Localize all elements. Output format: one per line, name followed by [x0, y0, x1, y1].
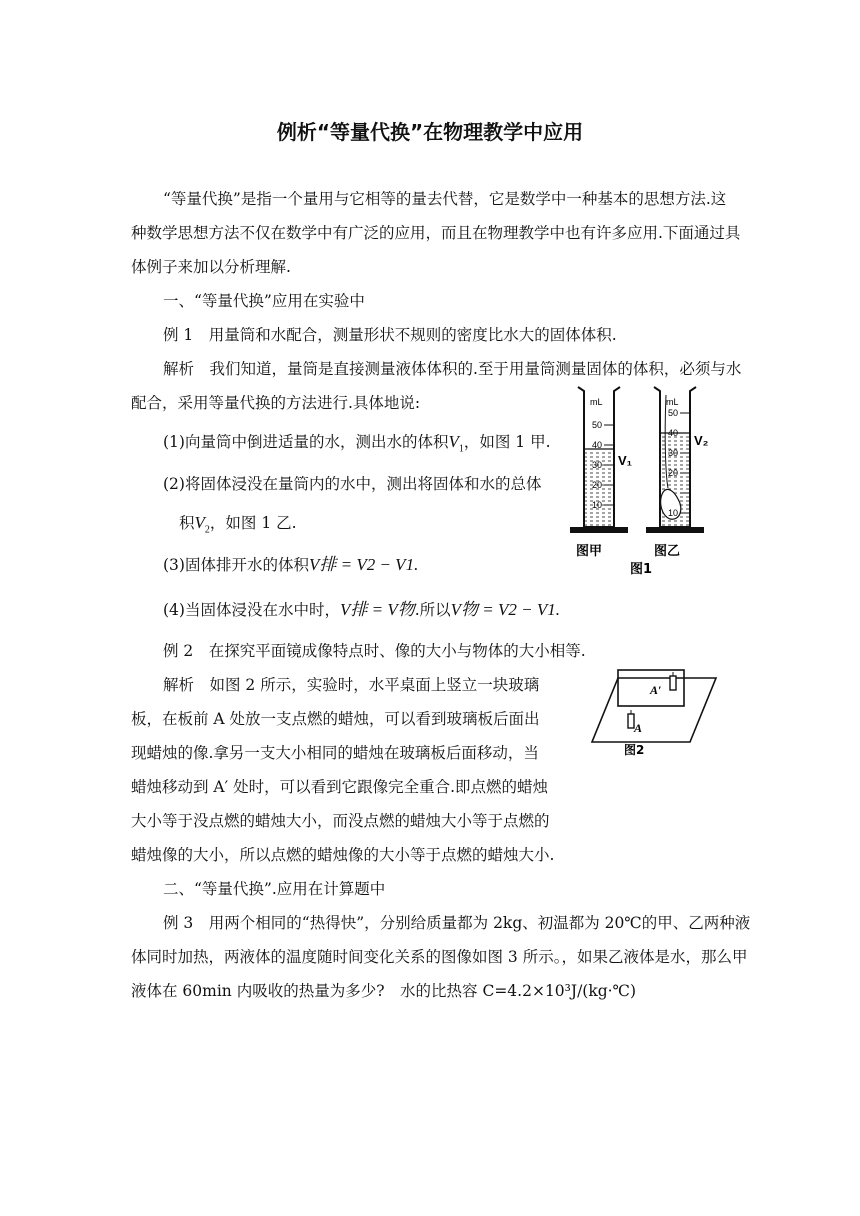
example-3-line-2: 体同时加热，两液体的温度随时间变化关系的图像如图 3 所示。，如果乙液体是水，那么甲 — [131, 948, 748, 966]
formula-object-volume: V物 = V2 − V1. — [450, 600, 561, 619]
formula-v-displaced: V排 = V2 − V1. — [308, 555, 419, 574]
example-2-analysis-5: 大小等于没点燃的蜡烛大小，而没点燃的蜡烛大小等于点燃的 — [131, 812, 550, 830]
var-v1: $V_1$ — [448, 432, 464, 455]
step-1-text: (1)向量筒中倒进适量的水，测出水的体积 — [163, 433, 449, 451]
fig1-unit-b: mL — [666, 397, 679, 407]
step-4: (4)当固体浸没在水中时，V排 = V物.所以V物 = V2 − V1. — [163, 600, 561, 619]
page-title: 例析“等量代换”在物理教学中应用 — [276, 120, 584, 144]
svg-text:50: 50 — [592, 420, 603, 430]
figure-2-plane-mirror — [590, 666, 720, 758]
example-3-line-3: 液体在 60min 内吸收的热量为多少? 水的比热容 C=4.2×10³J/(kg·℃) — [131, 982, 636, 1000]
step-3: (3)固体排开水的体积V排 = V2 − V1. — [163, 555, 419, 574]
example-2-analysis-6: 蜡烛像的大小，所以点燃的蜡烛像的大小等于点燃的蜡烛大小. — [131, 846, 555, 864]
svg-text:20: 20 — [592, 480, 603, 490]
fig2-a: A — [634, 721, 643, 735]
svg-text:10: 10 — [592, 500, 603, 510]
svg-text:10: 10 — [668, 508, 679, 518]
step-1 — [163, 432, 551, 459]
section-1-heading: 一、“等量代换”应用在实验中 — [163, 292, 365, 310]
step-1-suffix: ，如图 1 甲. — [463, 433, 551, 451]
svg-text:20: 20 — [668, 468, 679, 478]
svg-text:30: 30 — [668, 448, 679, 458]
cylinder-b — [646, 387, 709, 533]
example-1-analysis-1: 解析 我们知道，量筒是直接测量液体体积的.至于用量筒测量固体的体积，必须与水 — [163, 360, 742, 378]
fig1-unit-a: mL — [590, 397, 603, 407]
example-2-analysis-4: 蜡烛移动到 A′ 处时，可以看到它跟像完全重合.即点燃的蜡烛 — [131, 778, 548, 796]
fig2-a-prime: A′ — [650, 683, 662, 697]
example-2: 例 2 在探究平面镜成像特点时、像的大小与物体的大小相等. — [163, 642, 586, 660]
example-2-analysis-2: 板，在板前 A 处放一支点燃的蜡烛，可以看到玻璃板后面出 — [131, 710, 540, 728]
fig1-label-a: 图甲 — [576, 544, 603, 559]
fig1-v2-label: V₂ — [694, 433, 709, 448]
example-2-analysis-1: 解析 如图 2 所示，实验时，水平桌面上竖立一块玻璃 — [163, 676, 540, 694]
cylinder-a — [570, 387, 632, 533]
fig2-caption: 图2 — [624, 743, 645, 757]
formula-equal: V排 = V物 — [339, 600, 415, 619]
intro-line-1: “等量代换”是指一个量用与它相等的量去代替，它是数学中一种基本的思想方法.这 — [163, 190, 727, 208]
step-2-line-1: (2)将固体浸没在量筒内的水中，测出将固体和水的总体 — [163, 475, 542, 493]
intro-line-3: 体例子来加以分析理解. — [131, 258, 291, 276]
step-2-line-2: 积$V_2$，如图 1 乙. — [179, 513, 297, 536]
var-v2: $V_2$ — [194, 513, 210, 536]
example-1-analysis-2: 配合，采用等量代换的方法进行.具体地说: — [131, 394, 421, 412]
section-2-heading: 二、“等量代换”.应用在计算题中 — [163, 880, 386, 898]
fig1-label-b: 图乙 — [654, 544, 681, 559]
svg-text:40: 40 — [668, 428, 679, 438]
example-1: 例 1 用量筒和水配合，测量形状不规则的密度比水大的固体体积. — [163, 326, 617, 344]
intro-line-2: 种数学思想方法不仅在数学中有广泛的应用，而且在物理教学中也有许多应用.下面通过具 — [131, 224, 741, 242]
fig1-caption: 图1 — [630, 562, 653, 577]
svg-text:30: 30 — [592, 460, 603, 470]
svg-text:40: 40 — [592, 440, 603, 450]
fig1-v1-label: V₁ — [618, 453, 633, 468]
example-3-line-1: 例 3 用两个相同的“热得快”，分别给质量都为 2kg、初温都为 20℃的甲、乙两种液 — [163, 914, 751, 932]
figure-1-graduated-cylinders — [560, 383, 730, 579]
example-2-analysis-3: 现蜡烛的像.拿另一支大小相同的蜡烛在玻璃板后面移动，当 — [131, 744, 539, 762]
svg-text:50: 50 — [668, 408, 679, 418]
